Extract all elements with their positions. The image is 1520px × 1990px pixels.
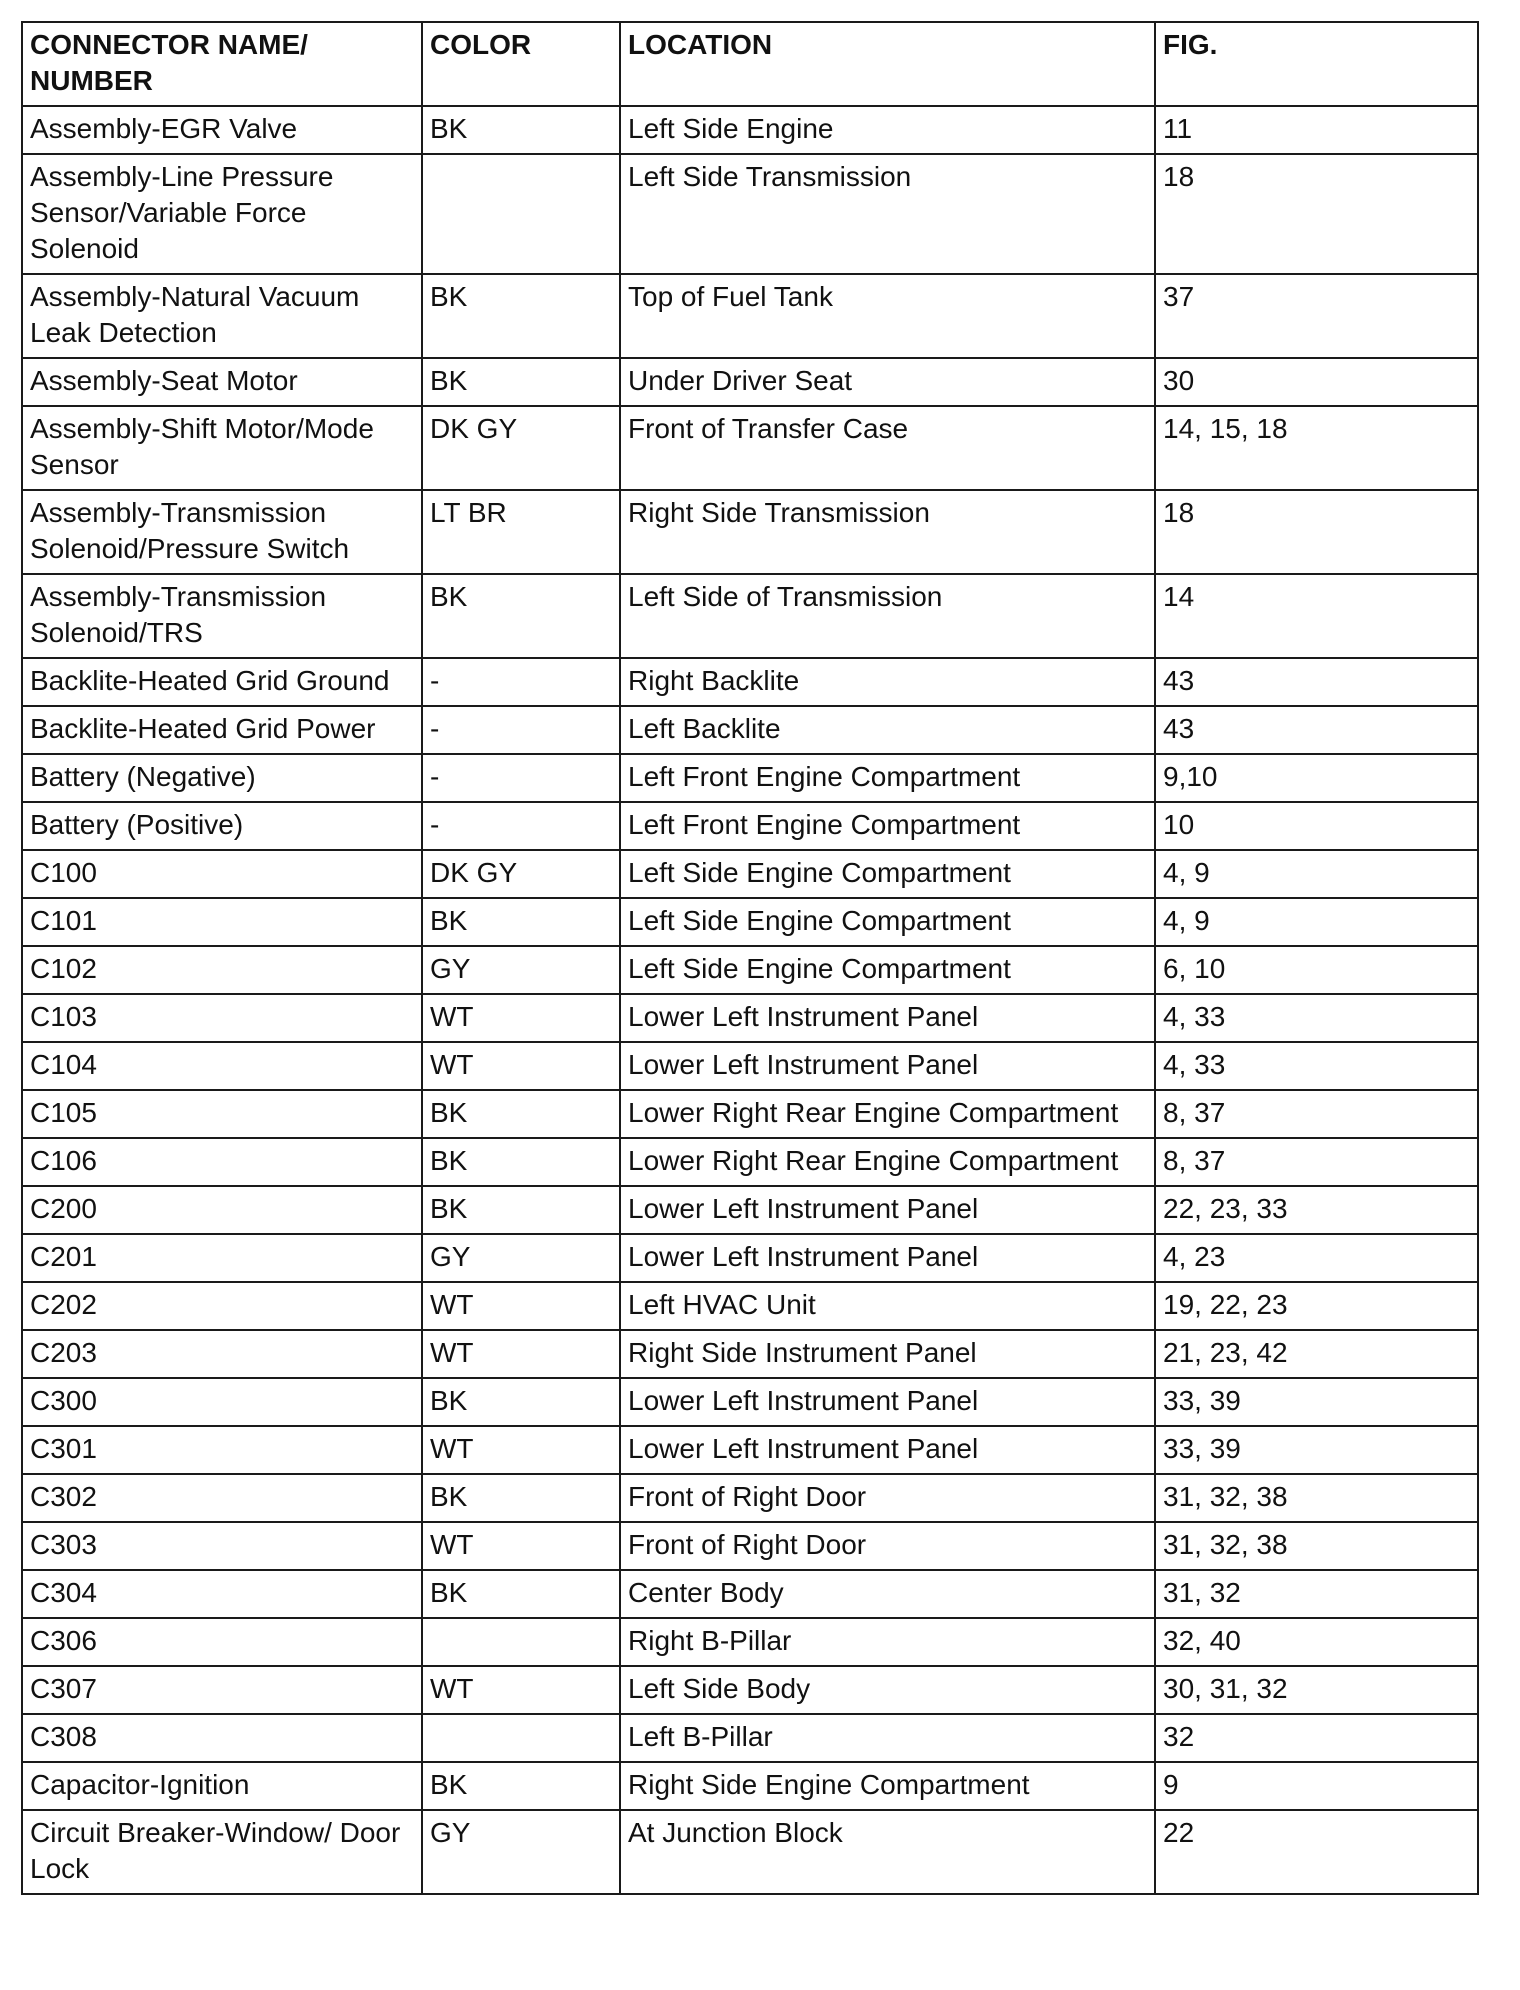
table-row <box>22 154 1478 274</box>
cell-location: Top of Fuel Tank <box>620 274 1155 358</box>
table-row <box>22 1426 1478 1474</box>
cell-color: BK <box>422 358 620 406</box>
cell-fig: 6, 10 <box>1155 946 1478 994</box>
table-row <box>22 802 1478 850</box>
table-row <box>22 754 1478 802</box>
cell-location: Lower Left Instrument Panel <box>620 1186 1155 1234</box>
cell-fig: 4, 33 <box>1155 1042 1478 1090</box>
cell-connector-name: C303 <box>22 1522 422 1570</box>
cell-connector-name: C300 <box>22 1378 422 1426</box>
cell-location: Right Side Engine Compartment <box>620 1762 1155 1810</box>
cell-fig: 9,10 <box>1155 754 1478 802</box>
header-color: COLOR <box>422 22 620 106</box>
cell-fig: 4, 9 <box>1155 850 1478 898</box>
table-row <box>22 574 1478 658</box>
cell-color: - <box>422 802 620 850</box>
cell-fig: 14 <box>1155 574 1478 658</box>
cell-connector-name: Circuit Breaker-Window/ Door Lock <box>22 1810 422 1894</box>
table-row <box>22 898 1478 946</box>
cell-location: Lower Left Instrument Panel <box>620 1042 1155 1090</box>
cell-fig: 18 <box>1155 154 1478 274</box>
cell-fig: 11 <box>1155 106 1478 154</box>
cell-fig: 14, 15, 18 <box>1155 406 1478 490</box>
table-header-row <box>22 22 1478 106</box>
cell-location: Left Side Engine Compartment <box>620 946 1155 994</box>
header-location: LOCATION <box>620 22 1155 106</box>
cell-color: - <box>422 658 620 706</box>
table-row <box>22 706 1478 754</box>
cell-fig: 8, 37 <box>1155 1138 1478 1186</box>
cell-location: Front of Right Door <box>620 1522 1155 1570</box>
table-row <box>22 1666 1478 1714</box>
table-row <box>22 1618 1478 1666</box>
cell-location: Left Front Engine Compartment <box>620 802 1155 850</box>
table-row <box>22 994 1478 1042</box>
cell-location: Front of Transfer Case <box>620 406 1155 490</box>
cell-location: Center Body <box>620 1570 1155 1618</box>
connector-table <box>21 21 1479 1895</box>
cell-color: WT <box>422 1666 620 1714</box>
cell-connector-name: C102 <box>22 946 422 994</box>
cell-location: Lower Left Instrument Panel <box>620 1426 1155 1474</box>
table-row <box>22 1714 1478 1762</box>
table-row <box>22 1282 1478 1330</box>
cell-connector-name: C304 <box>22 1570 422 1618</box>
cell-location: Lower Left Instrument Panel <box>620 994 1155 1042</box>
cell-fig: 22, 23, 33 <box>1155 1186 1478 1234</box>
table-row <box>22 850 1478 898</box>
cell-fig: 31, 32 <box>1155 1570 1478 1618</box>
table-row <box>22 1186 1478 1234</box>
cell-location: Under Driver Seat <box>620 358 1155 406</box>
table-row <box>22 658 1478 706</box>
cell-location: Left Side Engine <box>620 106 1155 154</box>
cell-color: - <box>422 754 620 802</box>
table-row <box>22 1762 1478 1810</box>
cell-color: - <box>422 706 620 754</box>
cell-fig: 43 <box>1155 706 1478 754</box>
table-row <box>22 358 1478 406</box>
cell-location: Left Side Body <box>620 1666 1155 1714</box>
cell-location: Right Side Transmission <box>620 490 1155 574</box>
cell-connector-name: C203 <box>22 1330 422 1378</box>
table-row <box>22 106 1478 154</box>
cell-fig: 19, 22, 23 <box>1155 1282 1478 1330</box>
cell-location: Right Backlite <box>620 658 1155 706</box>
cell-color: WT <box>422 994 620 1042</box>
cell-fig: 33, 39 <box>1155 1378 1478 1426</box>
cell-location: Left Side Engine Compartment <box>620 850 1155 898</box>
cell-color: BK <box>422 1090 620 1138</box>
table-row <box>22 1378 1478 1426</box>
cell-fig: 32 <box>1155 1714 1478 1762</box>
cell-connector-name: Battery (Positive) <box>22 802 422 850</box>
cell-color: BK <box>422 1570 620 1618</box>
cell-color: WT <box>422 1522 620 1570</box>
cell-connector-name: C302 <box>22 1474 422 1522</box>
cell-fig: 8, 37 <box>1155 1090 1478 1138</box>
cell-connector-name: Assembly-EGR Valve <box>22 106 422 154</box>
cell-connector-name: C301 <box>22 1426 422 1474</box>
cell-connector-name: C106 <box>22 1138 422 1186</box>
table-row <box>22 946 1478 994</box>
cell-connector-name: C202 <box>22 1282 422 1330</box>
cell-color: BK <box>422 274 620 358</box>
cell-connector-name: Capacitor-Ignition <box>22 1762 422 1810</box>
cell-connector-name: C307 <box>22 1666 422 1714</box>
cell-connector-name: Backlite-Heated Grid Ground <box>22 658 422 706</box>
cell-location: Lower Left Instrument Panel <box>620 1234 1155 1282</box>
table-row <box>22 274 1478 358</box>
cell-location: Front of Right Door <box>620 1474 1155 1522</box>
cell-connector-name: C101 <box>22 898 422 946</box>
cell-connector-name: C200 <box>22 1186 422 1234</box>
table-body <box>22 106 1478 1894</box>
cell-fig: 31, 32, 38 <box>1155 1474 1478 1522</box>
table-row <box>22 1090 1478 1138</box>
cell-color: LT BR <box>422 490 620 574</box>
cell-connector-name: Battery (Negative) <box>22 754 422 802</box>
cell-connector-name: C201 <box>22 1234 422 1282</box>
table-row <box>22 1522 1478 1570</box>
cell-color: WT <box>422 1330 620 1378</box>
table-row <box>22 1042 1478 1090</box>
cell-color: WT <box>422 1282 620 1330</box>
header-connector-name: CONNECTOR NAME/ NUMBER <box>22 22 422 106</box>
cell-color: BK <box>422 1378 620 1426</box>
cell-location: Left Side Transmission <box>620 154 1155 274</box>
cell-color: BK <box>422 1762 620 1810</box>
cell-connector-name: C100 <box>22 850 422 898</box>
cell-fig: 32, 40 <box>1155 1618 1478 1666</box>
table-row <box>22 1474 1478 1522</box>
cell-color: BK <box>422 106 620 154</box>
document-page <box>21 21 1477 1895</box>
cell-location: Lower Left Instrument Panel <box>620 1378 1155 1426</box>
cell-connector-name: C104 <box>22 1042 422 1090</box>
cell-connector-name: C105 <box>22 1090 422 1138</box>
cell-location: Left Side of Transmission <box>620 574 1155 658</box>
cell-connector-name: Assembly-Transmission Solenoid/Pressure Switch <box>22 490 422 574</box>
cell-fig: 9 <box>1155 1762 1478 1810</box>
table-row <box>22 1138 1478 1186</box>
cell-connector-name: Assembly-Natural Vacuum Leak Detection <box>22 274 422 358</box>
cell-fig: 33, 39 <box>1155 1426 1478 1474</box>
cell-fig: 37 <box>1155 274 1478 358</box>
cell-location: Left B-Pillar <box>620 1714 1155 1762</box>
cell-connector-name: Assembly-Seat Motor <box>22 358 422 406</box>
cell-fig: 4, 9 <box>1155 898 1478 946</box>
cell-color <box>422 1714 620 1762</box>
cell-color: DK GY <box>422 406 620 490</box>
cell-location: Left HVAC Unit <box>620 1282 1155 1330</box>
cell-color: GY <box>422 1810 620 1894</box>
table-row <box>22 1330 1478 1378</box>
cell-location: Left Front Engine Compartment <box>620 754 1155 802</box>
cell-fig: 4, 23 <box>1155 1234 1478 1282</box>
cell-connector-name: C308 <box>22 1714 422 1762</box>
cell-connector-name: Assembly-Transmission Solenoid/TRS <box>22 574 422 658</box>
cell-fig: 30 <box>1155 358 1478 406</box>
header-fig: FIG. <box>1155 22 1478 106</box>
cell-fig: 30, 31, 32 <box>1155 1666 1478 1714</box>
cell-color: BK <box>422 898 620 946</box>
cell-fig: 10 <box>1155 802 1478 850</box>
cell-color: BK <box>422 1186 620 1234</box>
cell-color: GY <box>422 1234 620 1282</box>
cell-location: Right Side Instrument Panel <box>620 1330 1155 1378</box>
cell-color: WT <box>422 1426 620 1474</box>
cell-color <box>422 154 620 274</box>
cell-location: Left Side Engine Compartment <box>620 898 1155 946</box>
cell-connector-name: Backlite-Heated Grid Power <box>22 706 422 754</box>
cell-color: BK <box>422 1138 620 1186</box>
cell-location: Lower Right Rear Engine Compartment <box>620 1090 1155 1138</box>
cell-location: Lower Right Rear Engine Compartment <box>620 1138 1155 1186</box>
cell-connector-name: Assembly-Line Pressure Sensor/Variable Force Solenoid <box>22 154 422 274</box>
table-row <box>22 1570 1478 1618</box>
cell-color: WT <box>422 1042 620 1090</box>
cell-color: GY <box>422 946 620 994</box>
cell-fig: 22 <box>1155 1810 1478 1894</box>
table-row <box>22 1234 1478 1282</box>
cell-color: BK <box>422 574 620 658</box>
cell-location: At Junction Block <box>620 1810 1155 1894</box>
table-row <box>22 1810 1478 1894</box>
cell-fig: 4, 33 <box>1155 994 1478 1042</box>
cell-color <box>422 1618 620 1666</box>
cell-color: BK <box>422 1474 620 1522</box>
cell-fig: 21, 23, 42 <box>1155 1330 1478 1378</box>
cell-connector-name: Assembly-Shift Motor/Mode Sensor <box>22 406 422 490</box>
cell-color: DK GY <box>422 850 620 898</box>
cell-connector-name: C103 <box>22 994 422 1042</box>
cell-connector-name: C306 <box>22 1618 422 1666</box>
cell-fig: 43 <box>1155 658 1478 706</box>
table-row <box>22 490 1478 574</box>
cell-location: Left Backlite <box>620 706 1155 754</box>
cell-fig: 31, 32, 38 <box>1155 1522 1478 1570</box>
table-row <box>22 406 1478 490</box>
cell-fig: 18 <box>1155 490 1478 574</box>
cell-location: Right B-Pillar <box>620 1618 1155 1666</box>
